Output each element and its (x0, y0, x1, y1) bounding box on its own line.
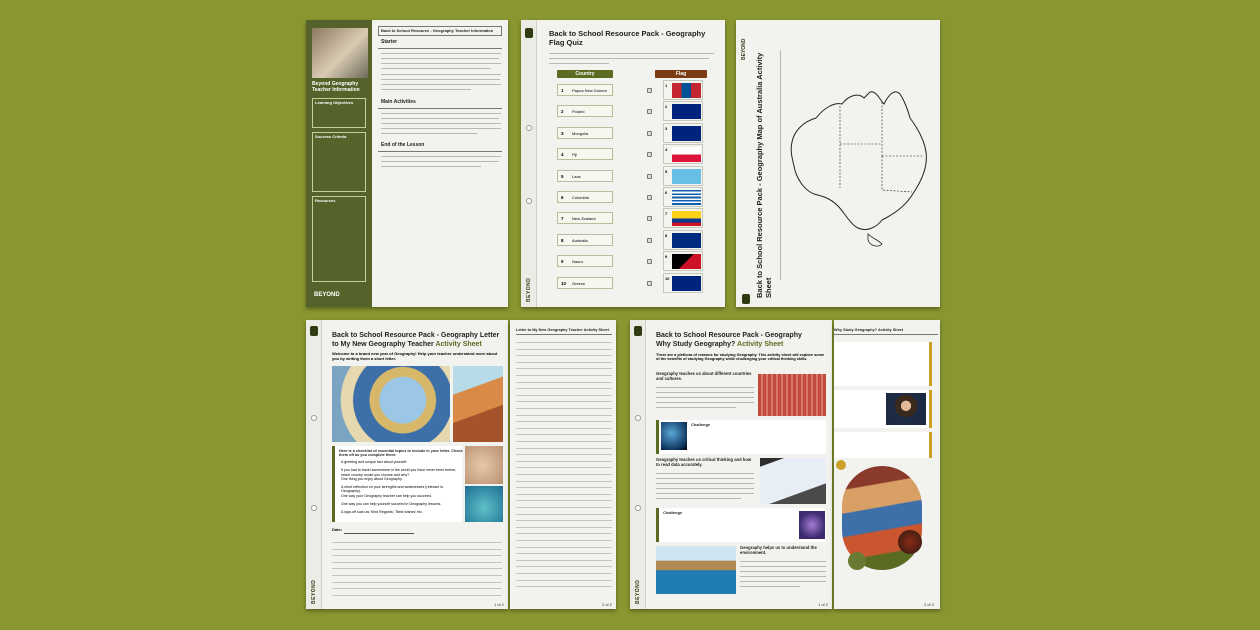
writing-line[interactable] (516, 415, 612, 416)
flag-image (672, 169, 701, 184)
text-line (740, 576, 826, 577)
writing-line[interactable] (516, 401, 612, 402)
sheet-header: Why Study Geography? Activity Sheet (834, 328, 904, 332)
flag-image (672, 104, 701, 119)
checklist-item: If you had to travel somewhere in the world you have never been before, which country would you choose and why? (341, 468, 457, 477)
text-line (656, 387, 754, 388)
writing-line[interactable] (516, 527, 612, 528)
country-number: 8 (561, 237, 564, 243)
photo-globe (332, 366, 450, 442)
photo-reef (465, 486, 503, 522)
country-name: Laos (572, 173, 581, 179)
writing-line[interactable] (332, 562, 502, 563)
writing-line[interactable] (516, 388, 612, 389)
flag-card (663, 123, 703, 143)
flag-image (672, 83, 701, 98)
text-line (381, 156, 501, 157)
letter-sheet (306, 320, 508, 609)
deco-circle (898, 530, 922, 554)
country-number: 3 (561, 130, 564, 136)
sidebar-box-success (312, 132, 366, 192)
writing-line[interactable] (516, 487, 612, 488)
title-text: to My New Geography Teacher (332, 341, 434, 348)
country-number: 10 (561, 280, 567, 286)
country-number: 1 (561, 88, 564, 93)
writing-line[interactable] (516, 547, 612, 548)
divider (378, 151, 502, 152)
beyond-logo-icon (634, 326, 642, 336)
punch-hole (635, 415, 641, 421)
text-line (381, 128, 501, 129)
writing-line[interactable] (332, 575, 502, 576)
section-heading: Geography helps us to understand the environment. (740, 545, 817, 555)
sheet-title-line1: Back to School Resource Pack - Geography (656, 332, 802, 339)
challenge-box (834, 390, 932, 428)
country-name: New Zealand (572, 216, 596, 222)
checklist-item: One thing you enjoy about Geography. (341, 476, 403, 481)
writing-line[interactable] (516, 375, 612, 376)
text-line (656, 483, 754, 484)
flag-number: 5 (665, 168, 668, 174)
punch-hole (635, 505, 641, 511)
checklist-intro: Here is a checklist of essential topics to include in your letter. Check them off as you complete them: (339, 449, 463, 458)
text-line (549, 63, 609, 64)
country-number: 9 (561, 259, 564, 265)
text-line (656, 488, 754, 489)
header-box: Back to School Resource - Geography Teacher Information (378, 26, 502, 36)
writing-line[interactable] (516, 533, 612, 534)
challenge-label: Challenge (691, 422, 711, 427)
country-row (557, 105, 613, 117)
page-number: 1 of 2 (818, 602, 829, 607)
country-row (557, 84, 613, 96)
answer-checkbox[interactable] (647, 259, 652, 264)
sidebar-section-label: Learning Objectives (315, 100, 354, 105)
teacher-info-sheet (306, 20, 508, 307)
text-line (549, 53, 714, 54)
writing-line[interactable] (516, 349, 612, 350)
flag-image (672, 276, 701, 291)
brand-vertical: BEYOND (526, 277, 532, 302)
writing-line[interactable] (516, 540, 612, 541)
punch-hole (526, 125, 532, 131)
text-line (740, 566, 826, 567)
australia-map-outline (782, 80, 932, 250)
flag-image (672, 190, 701, 205)
text-line (381, 79, 500, 80)
sidebar-box-objectives (312, 98, 366, 128)
flag-number: 6 (665, 190, 668, 195)
text-line (381, 63, 501, 64)
writing-line[interactable] (516, 355, 612, 356)
photo-desert (453, 366, 503, 442)
answer-checkbox[interactable] (647, 281, 652, 286)
sidebar-section-label: Success Criteria (315, 134, 347, 139)
writing-line[interactable] (516, 421, 612, 422)
flag-card (663, 101, 703, 121)
text-line (656, 498, 741, 499)
writing-line[interactable] (332, 542, 502, 543)
challenge-label: Challenge (663, 510, 683, 515)
section-heading: Geography teaches us critical thinking and how to read data accurately. (656, 457, 752, 467)
answer-checkbox[interactable] (647, 88, 652, 93)
flag-number: 8 (665, 232, 668, 238)
writing-line[interactable] (516, 507, 612, 508)
text-line (549, 58, 709, 59)
flag-number: 10 (665, 275, 670, 281)
intro-text: There are a plethora of reasons for studying Geography. This activity sheet will explore some of the benefits of studying Geography while challenging your critical thinking skills. (656, 353, 825, 362)
page-number: 2 of 2 (602, 602, 613, 607)
section-heading: Starter (381, 39, 398, 45)
text-line (381, 53, 501, 54)
text-line (381, 133, 477, 134)
text-line (740, 581, 826, 582)
writing-line[interactable] (516, 454, 612, 455)
writing-line[interactable] (332, 568, 502, 569)
flag-image (672, 147, 701, 162)
writing-line[interactable] (516, 461, 612, 462)
flag-number: 9 (665, 254, 668, 260)
writing-line[interactable] (332, 595, 502, 596)
text-line (740, 561, 826, 562)
writing-line[interactable] (516, 553, 612, 554)
date-label: Date: (332, 527, 343, 532)
writing-line[interactable] (516, 448, 612, 449)
intro-text: Welcome to a brand new year of Geography! Help your teacher understand more about you by writing them a short letter. (332, 351, 498, 361)
flag-image (672, 254, 701, 269)
photo-planet (799, 511, 825, 539)
country-row (557, 277, 613, 289)
country-name: Fiji (572, 152, 578, 158)
flag-quiz-sheet (521, 20, 725, 307)
writing-line[interactable] (332, 549, 502, 550)
sheet-title: Back to School Resource Pack - Geography Flag Quiz (549, 29, 706, 47)
writing-line[interactable] (516, 514, 612, 515)
brand-vertical: BEYOND (635, 579, 641, 604)
text-line (656, 493, 754, 494)
title-accent: Activity Sheet (737, 341, 784, 348)
flag-number: 7 (665, 211, 668, 217)
writing-line[interactable] (516, 500, 612, 501)
flag-column-header: Flag (655, 70, 707, 78)
writing-line[interactable] (516, 368, 612, 369)
text-line (381, 166, 481, 167)
sheet-title-line2 (332, 341, 507, 349)
writing-line[interactable] (516, 520, 612, 521)
answer-checkbox[interactable] (647, 109, 652, 114)
text-line (740, 571, 826, 572)
flag-image (672, 126, 701, 141)
challenge-box (656, 420, 826, 454)
country-name: Poland (572, 109, 585, 115)
writing-line[interactable] (516, 362, 612, 363)
title-text: Why Study Geography? (656, 341, 736, 348)
brand-vertical: BEYOND (741, 38, 747, 60)
flag-number: 3 (665, 125, 668, 131)
page-spine (306, 320, 322, 609)
writing-line[interactable] (516, 580, 612, 581)
country-row (557, 170, 613, 182)
page-number: 1 of 2 (494, 602, 505, 607)
writing-line[interactable] (332, 582, 502, 583)
text-line (656, 402, 754, 403)
country-row (557, 191, 613, 203)
writing-line[interactable] (516, 382, 612, 383)
checklist-item: A sign-off such as 'Kind Regards', 'Best wishes' etc. (341, 510, 423, 515)
country-name: Australia (572, 237, 588, 243)
text-line (381, 113, 501, 114)
brand-logo: BEYOND (314, 292, 340, 298)
country-number: 7 (561, 216, 564, 222)
photo-laptop (760, 458, 826, 504)
punch-hole (526, 198, 532, 204)
checklist-item: A greeting and unique fact about yourself. (341, 460, 408, 464)
writing-line[interactable] (516, 395, 612, 396)
flag-card (663, 80, 703, 100)
deco-circle (848, 552, 866, 570)
deco-circle (836, 460, 846, 470)
answer-checkbox[interactable] (647, 131, 652, 136)
checklist-item: A short reflection on your strengths and weaknesses (relevant to Geography). (341, 485, 444, 494)
divider (378, 108, 502, 109)
challenge-box (834, 432, 932, 458)
text-line (381, 89, 471, 90)
writing-line[interactable] (516, 408, 612, 409)
checklist-item: One way you can help yourself succeed in Geography lessons. (341, 502, 442, 506)
flag-image (672, 211, 701, 226)
text-line (381, 161, 499, 162)
photo-portrait (886, 393, 926, 425)
flag-card (663, 230, 703, 250)
answer-checkbox[interactable] (647, 152, 652, 157)
photo-world-map (758, 374, 826, 416)
country-row (557, 234, 613, 246)
country-number: 4 (561, 152, 564, 158)
flag-card (663, 208, 703, 228)
divider (378, 48, 502, 49)
why-study-sheet-2 (834, 320, 940, 609)
writing-line[interactable] (516, 474, 612, 475)
section-heading: End of the Lesson (381, 142, 425, 148)
punch-hole (311, 415, 317, 421)
punch-hole (311, 505, 317, 511)
sidebar-title: Beyond Geography Teacher Information (312, 81, 360, 93)
date-line[interactable] (344, 533, 414, 534)
country-row (557, 148, 613, 160)
writing-line[interactable] (516, 494, 612, 495)
text-line (656, 473, 754, 474)
beyond-logo-icon (310, 326, 318, 336)
letter-sheet-2 (510, 320, 616, 609)
writing-line[interactable] (516, 586, 612, 587)
photo-earth (661, 422, 687, 450)
header-rule (516, 334, 612, 335)
answer-checkbox[interactable] (647, 216, 652, 221)
section-heading: Geography teaches us about different countries and cultures. (656, 371, 752, 381)
flag-card (663, 144, 703, 164)
sidebar-panel (306, 20, 372, 307)
page-spine (521, 20, 537, 307)
section-heading: Main Activities (381, 99, 416, 105)
writing-line[interactable] (516, 467, 612, 468)
sheet-header: Letter to My New Geography Teacher Activity Sheet (516, 328, 609, 332)
text-line (381, 58, 499, 59)
writing-line[interactable] (332, 555, 502, 556)
writing-line[interactable] (516, 560, 612, 561)
flag-image (672, 233, 701, 248)
text-line (656, 407, 736, 408)
sidebar-photo (312, 28, 368, 78)
beyond-logo-icon (525, 28, 533, 38)
checklist-box (332, 446, 462, 522)
challenge-box (656, 508, 826, 542)
country-name: Mongolia (572, 130, 589, 136)
sheet-title-vertical: Back to School Resource Pack - Geography Map of Australia Activity Sheet (755, 52, 773, 298)
country-number: 5 (561, 173, 564, 179)
answer-checkbox[interactable] (647, 238, 652, 243)
challenge-box (834, 342, 932, 386)
country-row (557, 255, 613, 267)
writing-line[interactable] (516, 428, 612, 429)
text-line (656, 397, 754, 398)
page-spine (630, 320, 646, 609)
country-name: Colombia (572, 195, 589, 200)
country-row (557, 212, 613, 224)
writing-line[interactable] (516, 481, 612, 482)
writing-line[interactable] (516, 434, 612, 435)
text-line (381, 74, 501, 75)
page-number: 2 of 2 (924, 602, 935, 607)
australia-map-sheet (736, 20, 940, 307)
country-name: Greece (572, 280, 586, 286)
text-line (381, 118, 499, 119)
country-name: Papua New Guinea (572, 88, 607, 93)
beyond-logo-icon (742, 294, 750, 304)
header-rule (834, 334, 938, 335)
why-study-sheet (630, 320, 832, 609)
writing-line[interactable] (332, 588, 502, 589)
photo-coast (656, 546, 736, 594)
sidebar-box-resources (312, 196, 366, 282)
text-line-vertical (780, 50, 781, 280)
country-name: Nauru (572, 259, 583, 265)
writing-line[interactable] (516, 441, 612, 442)
country-number: 2 (561, 109, 564, 115)
brand-vertical: BEYOND (311, 579, 317, 604)
text-line (656, 392, 754, 393)
checklist-item: One way your Geography teacher can help you succeed. (341, 493, 432, 498)
text-line (656, 478, 754, 479)
answer-checkbox[interactable] (647, 195, 652, 200)
flag-card (663, 273, 703, 293)
flag-card (663, 166, 703, 186)
title-accent: Activity Sheet (435, 341, 482, 348)
text-line (381, 84, 501, 85)
writing-line[interactable] (516, 566, 612, 567)
flag-number: 1 (665, 83, 668, 88)
flag-card (663, 251, 703, 271)
photo-sand (465, 446, 503, 484)
text-line (740, 586, 800, 587)
sheet-title-line2 (656, 341, 831, 349)
answer-checkbox[interactable] (647, 174, 652, 179)
country-number: 6 (561, 195, 564, 200)
sidebar-section-label: Resources (315, 198, 336, 203)
flag-number: 2 (665, 104, 668, 110)
text-line (381, 123, 501, 124)
flag-card (663, 187, 703, 207)
writing-line[interactable] (516, 573, 612, 574)
country-row (557, 127, 613, 139)
sheet-title-line1: Back to School Resource Pack - Geography Letter (332, 332, 500, 339)
flag-number: 4 (665, 147, 668, 153)
writing-line[interactable] (516, 342, 612, 343)
text-line (381, 68, 491, 69)
country-column-header: Country (557, 70, 613, 78)
